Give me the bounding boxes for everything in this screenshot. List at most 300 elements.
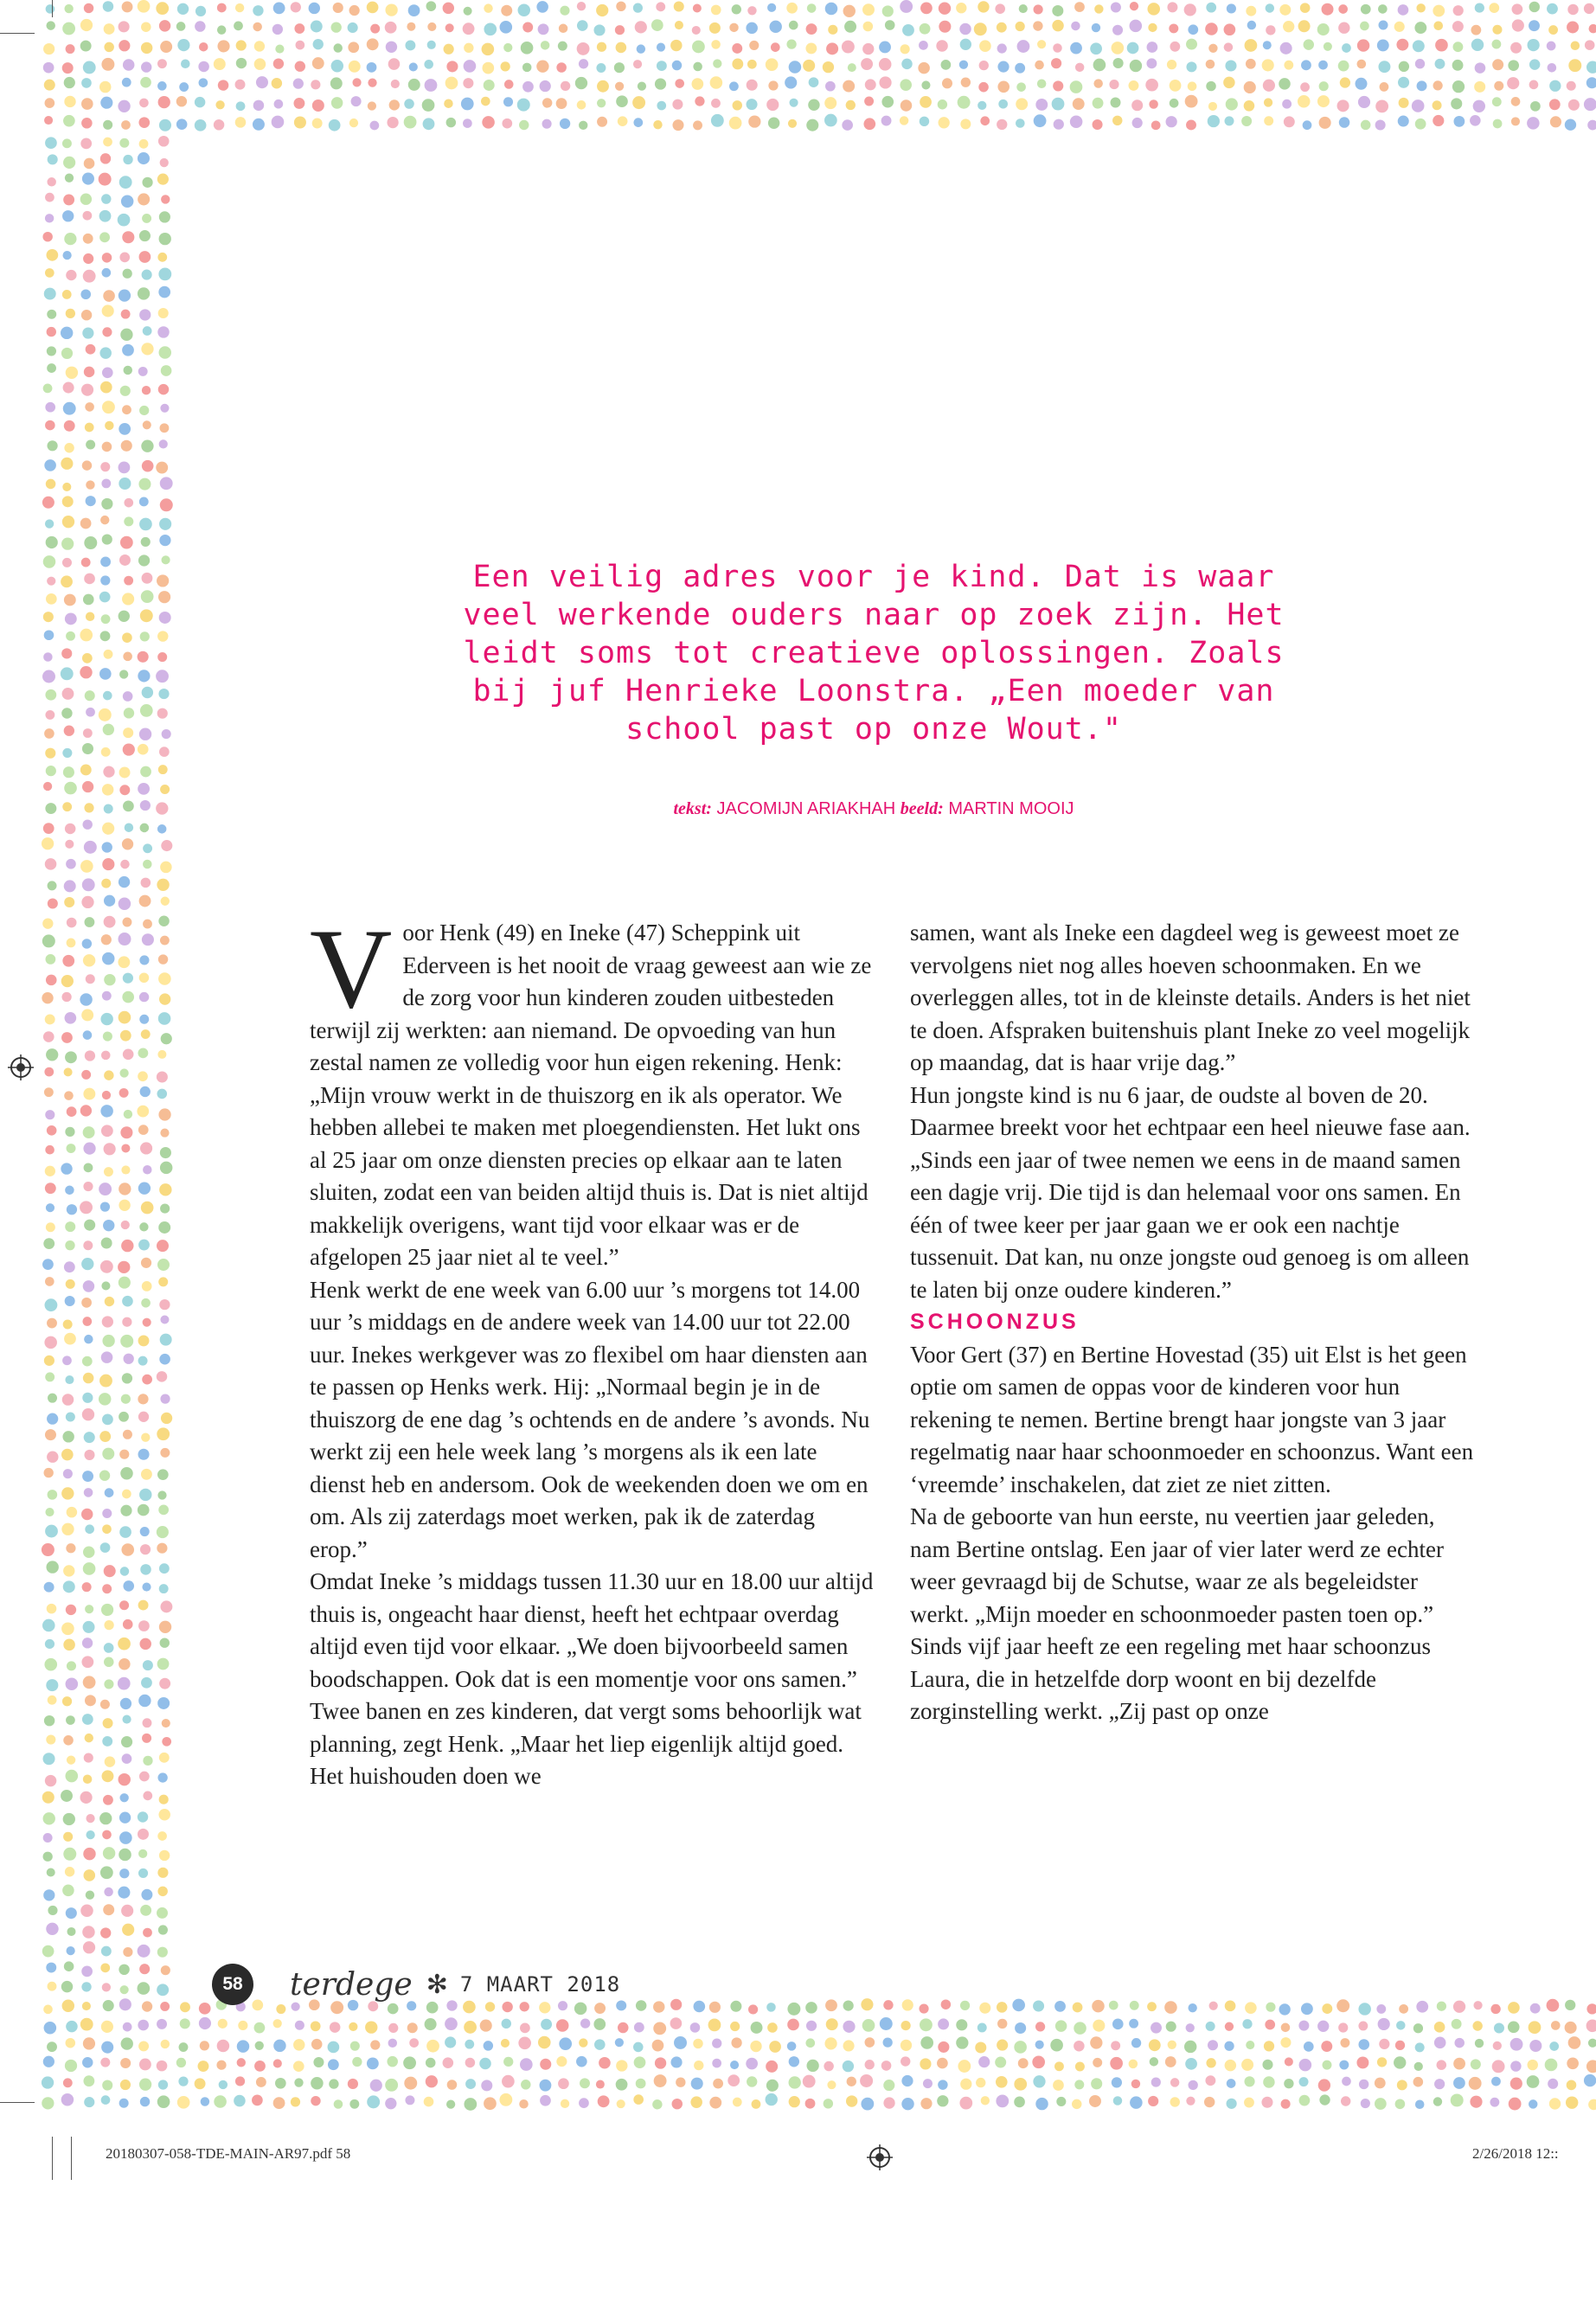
decorative-dot (102, 327, 112, 336)
decorative-dot (463, 78, 473, 88)
decorative-dot (1586, 2020, 1596, 2033)
decorative-dot (1092, 2000, 1105, 2013)
decorative-dot (1299, 2059, 1312, 2072)
decorative-dot (42, 919, 53, 929)
decorative-dot (100, 575, 110, 585)
decorative-dot (691, 2078, 703, 2090)
decorative-dot (1093, 2020, 1105, 2032)
decorative-dot (1224, 42, 1234, 52)
decorative-dot (879, 58, 892, 71)
decorative-dot (1378, 2018, 1390, 2030)
decorative-dot (536, 1, 548, 13)
decorative-dot (541, 41, 550, 50)
decorative-dot (732, 4, 741, 14)
decorative-dot (45, 268, 54, 278)
decorative-dot (104, 1620, 113, 1630)
decorative-dot (138, 670, 150, 682)
decorative-dot (1014, 2078, 1027, 2091)
decorative-dot (919, 41, 928, 50)
decorative-dot (86, 974, 95, 984)
decorative-dot (407, 2022, 418, 2033)
decorative-dot (158, 1505, 169, 1516)
decorative-dot (235, 80, 246, 90)
decorative-dot (520, 2058, 533, 2071)
decorative-dot (83, 1240, 93, 1250)
decorative-dot (46, 1048, 58, 1061)
decorative-dot (1283, 21, 1294, 32)
decorative-dot (596, 63, 606, 73)
decorative-dot (140, 1564, 151, 1574)
decorative-dot (47, 1125, 57, 1136)
decorative-dot (81, 1966, 93, 1977)
decorative-dot (751, 2022, 763, 2034)
decorative-dot (1055, 2020, 1067, 2031)
decorative-dot (938, 2041, 949, 2053)
decorative-dot (1415, 2042, 1425, 2052)
decorative-dot (86, 1814, 94, 1823)
decorative-dot (84, 2097, 94, 2107)
decorative-dot (67, 918, 77, 928)
decorative-dot (789, 2076, 801, 2088)
decorative-dot (1433, 21, 1443, 30)
decorative-dot (995, 3, 1005, 14)
decorative-dot (1146, 58, 1157, 68)
decorative-dot (1186, 61, 1196, 72)
decorative-dot (423, 118, 435, 130)
decorative-dot (45, 420, 55, 431)
decorative-dot (730, 2001, 741, 2012)
decorative-dot (865, 79, 876, 90)
decorative-dot (1015, 63, 1025, 74)
decorative-dot (45, 710, 54, 720)
decorative-dot (143, 1718, 152, 1727)
decorative-dot (652, 2040, 664, 2052)
decorative-dot (1113, 2096, 1123, 2106)
decorative-dot (142, 2001, 152, 2011)
decorative-dot (293, 2061, 304, 2072)
decorative-dot (1413, 2077, 1424, 2087)
paragraph (310, 905, 876, 1274)
decorative-dot (766, 2093, 778, 2106)
decorative-dot (1169, 23, 1178, 33)
decorative-dot (181, 60, 190, 69)
decorative-dot (367, 38, 379, 50)
decorative-dot (63, 382, 74, 394)
decorative-dot (1394, 22, 1405, 32)
decorative-dot (123, 691, 133, 702)
decorative-dot (276, 2004, 285, 2014)
decorative-dot (920, 2036, 933, 2049)
decorative-dot (1168, 2041, 1176, 2049)
decorative-dot (711, 5, 721, 16)
decorative-dot (1148, 23, 1157, 32)
decorative-dot (64, 1333, 76, 1345)
decorative-dot (104, 974, 115, 985)
decorative-dot (124, 708, 134, 718)
decorative-dot (1034, 4, 1043, 14)
decorative-dot (64, 1261, 75, 1272)
decorative-dot (80, 1201, 93, 1214)
decorative-dot (848, 63, 856, 72)
decorative-dot (861, 1998, 873, 2010)
decorative-dot (84, 1488, 93, 1497)
decorative-dot (1206, 2022, 1215, 2031)
decorative-dot (579, 121, 587, 130)
decorative-dot (579, 2098, 589, 2108)
decorative-dot (427, 41, 436, 49)
decorative-dot (844, 21, 856, 33)
decorative-dot (1184, 2041, 1196, 2053)
decorative-dot (1300, 82, 1310, 92)
decorative-dot (43, 1238, 54, 1249)
decorative-dot (272, 24, 283, 35)
decorative-dot (883, 2038, 893, 2048)
decorative-dot (865, 2060, 875, 2069)
decorative-dot (100, 97, 112, 109)
decorative-dot (119, 2099, 129, 2108)
decorative-dot (1338, 4, 1348, 14)
decorative-dot (1338, 61, 1349, 72)
decorative-dot (1090, 2036, 1102, 2048)
decorative-dot (1186, 120, 1196, 131)
decorative-dot (195, 119, 207, 131)
decorative-dot (1284, 2079, 1293, 2088)
decorative-dot (1361, 4, 1371, 15)
decorative-dot (843, 2000, 854, 2010)
decorative-dot (996, 2076, 1008, 2088)
decorative-dot (672, 119, 683, 131)
decorative-dot (138, 1600, 149, 1611)
decorative-dot (82, 1317, 92, 1326)
decorative-dot (1053, 80, 1063, 91)
decorative-dot (156, 802, 168, 814)
decorative-dot (139, 1222, 148, 1231)
decorative-dot (978, 2056, 990, 2067)
decorative-dot (64, 1067, 73, 1076)
decorative-dot (81, 384, 93, 396)
decorative-dot (102, 1830, 112, 1840)
decorative-dot (179, 2042, 189, 2052)
decorative-dot (1206, 2058, 1215, 2067)
decorative-dot (670, 2056, 682, 2067)
decorative-dot (960, 2079, 971, 2090)
decorative-dot (348, 22, 358, 33)
decorative-dot (465, 2040, 474, 2049)
decorative-dot (767, 2022, 778, 2033)
decorative-dot (1130, 2001, 1139, 2010)
decorative-dot (1451, 98, 1462, 109)
decorative-dot (67, 1144, 76, 1153)
decorative-dot (674, 2, 684, 12)
decorative-dot (1032, 2055, 1045, 2068)
decorative-dot (138, 1335, 150, 1346)
decorative-dot (82, 327, 93, 338)
decorative-dot (311, 2021, 321, 2031)
decorative-dot (1434, 2022, 1445, 2033)
decorative-dot (45, 137, 57, 149)
decorative-dot (1170, 42, 1180, 52)
decorative-dot (1074, 2, 1085, 12)
decorative-dot (103, 724, 114, 735)
decorative-dot (956, 2036, 968, 2048)
decorative-dot (824, 97, 836, 109)
decorative-dot (1184, 3, 1196, 16)
decorative-dot (42, 1791, 54, 1804)
decorative-dot (484, 3, 492, 12)
decorative-dot (64, 4, 73, 13)
decorative-dot (83, 954, 95, 966)
decorative-dot (102, 858, 114, 870)
decorative-dot (633, 2094, 644, 2105)
decorative-dot (104, 1070, 113, 1080)
decorative-dot (122, 1296, 133, 1307)
decorative-dot (1225, 2060, 1236, 2071)
decorative-dot (522, 81, 534, 93)
decorative-dot (1244, 81, 1256, 93)
decorative-dot (445, 2036, 456, 2048)
decorative-dot (198, 2061, 209, 2072)
decorative-dot (1512, 3, 1523, 15)
decorative-dot (138, 1394, 148, 1404)
decorative-dot (385, 3, 397, 16)
decorative-dot (214, 2095, 227, 2108)
decorative-dot (160, 1638, 170, 1648)
decorative-dot (1208, 115, 1220, 127)
decorative-dot (1492, 2060, 1505, 2073)
decorative-dot (1094, 4, 1103, 13)
decorative-dot (348, 42, 359, 53)
decorative-dot (1281, 2023, 1291, 2033)
decorative-dot (504, 80, 514, 89)
decorative-dot (80, 41, 92, 52)
decorative-dot (63, 1580, 75, 1593)
decorative-dot (1435, 59, 1445, 69)
decorative-dot (1263, 2076, 1274, 2087)
decorative-dot (1435, 39, 1448, 52)
decorative-dot (599, 2057, 611, 2069)
decorative-dot (370, 24, 380, 34)
decorative-dot (158, 916, 169, 926)
decorative-dot (63, 157, 75, 169)
decorative-dot (960, 2001, 970, 2010)
decorative-dot (787, 2041, 797, 2051)
decorative-dot (959, 23, 971, 35)
decorative-dot (1550, 116, 1561, 127)
decorative-dot (119, 289, 131, 301)
decorative-dot (45, 1014, 55, 1024)
decorative-dot (1491, 2077, 1501, 2086)
decorative-dot (121, 1144, 130, 1152)
decorative-dot (122, 344, 134, 356)
decorative-dot (541, 2019, 552, 2030)
decorative-dot (157, 2019, 167, 2029)
decorative-dot (84, 367, 95, 378)
decorative-dot (1151, 120, 1161, 130)
decorative-dot (464, 2021, 477, 2034)
decorative-dot (1149, 2039, 1161, 2051)
decorative-dot (83, 1030, 93, 1040)
decorative-dot (424, 60, 433, 69)
decorative-dot (1490, 2004, 1500, 2014)
decorative-dot (444, 99, 452, 107)
decorative-dot (367, 2095, 380, 2108)
decorative-dot (1588, 2099, 1596, 2111)
decorative-dot (102, 952, 114, 965)
decorative-dot (217, 40, 229, 52)
decorative-dot (61, 348, 73, 359)
decorative-dot (293, 2039, 304, 2050)
decorative-dot (387, 2056, 397, 2067)
decorative-dot (672, 61, 682, 70)
decorative-dot (101, 58, 114, 71)
decorative-dot (157, 1469, 169, 1480)
decorative-dot (119, 898, 131, 910)
decorative-dot (138, 1449, 150, 1460)
decorative-dot (273, 2019, 282, 2028)
decorative-dot (124, 576, 133, 586)
decorative-dot (141, 1889, 152, 1900)
decorative-dot (138, 1240, 150, 1251)
decorative-dot (119, 611, 130, 622)
decorative-dot (44, 1468, 54, 1477)
decorative-dot (45, 1372, 54, 1381)
decorative-dot (1093, 98, 1104, 109)
decorative-dot (1263, 80, 1275, 92)
decorative-dot (1571, 41, 1580, 50)
decorative-dot (105, 1488, 114, 1497)
decorative-dot (138, 783, 150, 795)
decorative-dot (45, 1525, 58, 1538)
decorative-dot (66, 859, 76, 869)
decorative-dot (101, 614, 111, 624)
decorative-dot (157, 2095, 170, 2108)
decorative-dot (633, 118, 643, 127)
decorative-dot (157, 574, 169, 586)
decorative-dot (122, 1753, 132, 1764)
decorative-dot (82, 1926, 94, 1938)
decorative-dot (1224, 2041, 1234, 2051)
decorative-dot (690, 2096, 702, 2108)
decorative-dot (1437, 2002, 1446, 2011)
decorative-dot (119, 176, 132, 189)
decorative-dot (254, 41, 265, 51)
decorative-dot (119, 1088, 129, 1098)
decorative-dot (160, 423, 170, 433)
decorative-dot (787, 2019, 799, 2031)
decorative-dot (1527, 117, 1539, 129)
decorative-dot (1415, 59, 1425, 68)
decorative-dot (616, 95, 628, 107)
decorative-dot (499, 2093, 512, 2106)
decorative-dot (808, 99, 819, 111)
decorative-dot (274, 99, 284, 109)
decorative-dot (616, 2060, 627, 2071)
decorative-dot (312, 99, 324, 112)
decorative-dot (85, 1734, 93, 1742)
decorative-dot (1279, 4, 1291, 16)
decorative-dot (670, 2017, 683, 2029)
decorative-dot (349, 61, 361, 73)
decorative-dot (864, 97, 874, 106)
decorative-dot (103, 290, 115, 302)
decorative-dot (1186, 2097, 1195, 2106)
decorative-dot (312, 57, 324, 69)
decorative-dot (119, 1773, 131, 1785)
decorative-dot (83, 1676, 96, 1689)
decorative-dot (502, 2019, 511, 2029)
decorative-dot (1399, 61, 1409, 72)
decorative-dot (713, 59, 721, 67)
decorative-dot (1356, 78, 1368, 90)
decorative-dot (445, 2017, 458, 2030)
decorative-dot (556, 62, 567, 73)
decorative-dot (123, 155, 132, 164)
decorative-dot (711, 114, 724, 127)
decorative-dot (139, 955, 149, 965)
decorative-dot (99, 1393, 112, 1406)
decorative-dot (104, 42, 113, 52)
decorative-dot (100, 153, 111, 163)
decorative-dot (1413, 2023, 1423, 2033)
decorative-dot (82, 2002, 91, 2010)
decorative-dot (143, 1791, 152, 1801)
decorative-dot (199, 78, 208, 87)
decorative-dot (46, 1561, 58, 1573)
decorative-dot (62, 688, 74, 700)
decorative-dot (559, 24, 567, 33)
decorative-dot (121, 2037, 133, 2049)
decorative-dot (273, 58, 284, 68)
decorative-dot (653, 2022, 666, 2035)
decorative-dot (502, 119, 512, 129)
decorative-dot (160, 498, 173, 511)
decorative-dot (141, 1202, 154, 1215)
decorative-dot (80, 993, 92, 1005)
decorative-dot (180, 2002, 190, 2012)
decorative-dot (140, 704, 153, 717)
decorative-dot (160, 1448, 170, 1458)
decorative-dot (45, 1429, 56, 1440)
decorative-dot (1529, 80, 1539, 90)
decorative-dot (159, 1678, 170, 1689)
decorative-dot (100, 631, 111, 641)
decorative-dot (119, 1965, 129, 1975)
decorative-dot (143, 1756, 152, 1766)
decorative-dot (42, 1259, 54, 1270)
decorative-dot (1151, 2078, 1161, 2087)
decorative-dot (333, 43, 342, 52)
decorative-dot (119, 1868, 129, 1878)
decorative-dot (67, 1204, 77, 1215)
decorative-dot (1394, 2056, 1406, 2068)
decorative-dot (43, 2005, 53, 2015)
decorative-dot (67, 1946, 75, 1955)
decorative-dot (1395, 2041, 1405, 2050)
decorative-dot (65, 1770, 78, 1783)
decorative-dot (85, 1695, 96, 1706)
decorative-dot (1433, 2097, 1442, 2106)
decorative-dot (86, 708, 95, 717)
decorative-dot (219, 2080, 228, 2089)
decorative-dot (860, 2074, 873, 2087)
decorative-dot (1547, 3, 1558, 15)
decorative-dot (157, 2061, 168, 2072)
decorative-dot (43, 1833, 53, 1843)
decorative-dot (83, 61, 96, 74)
decorative-dot (827, 2080, 836, 2089)
decorative-dot (881, 96, 894, 108)
decorative-dot (138, 651, 149, 663)
